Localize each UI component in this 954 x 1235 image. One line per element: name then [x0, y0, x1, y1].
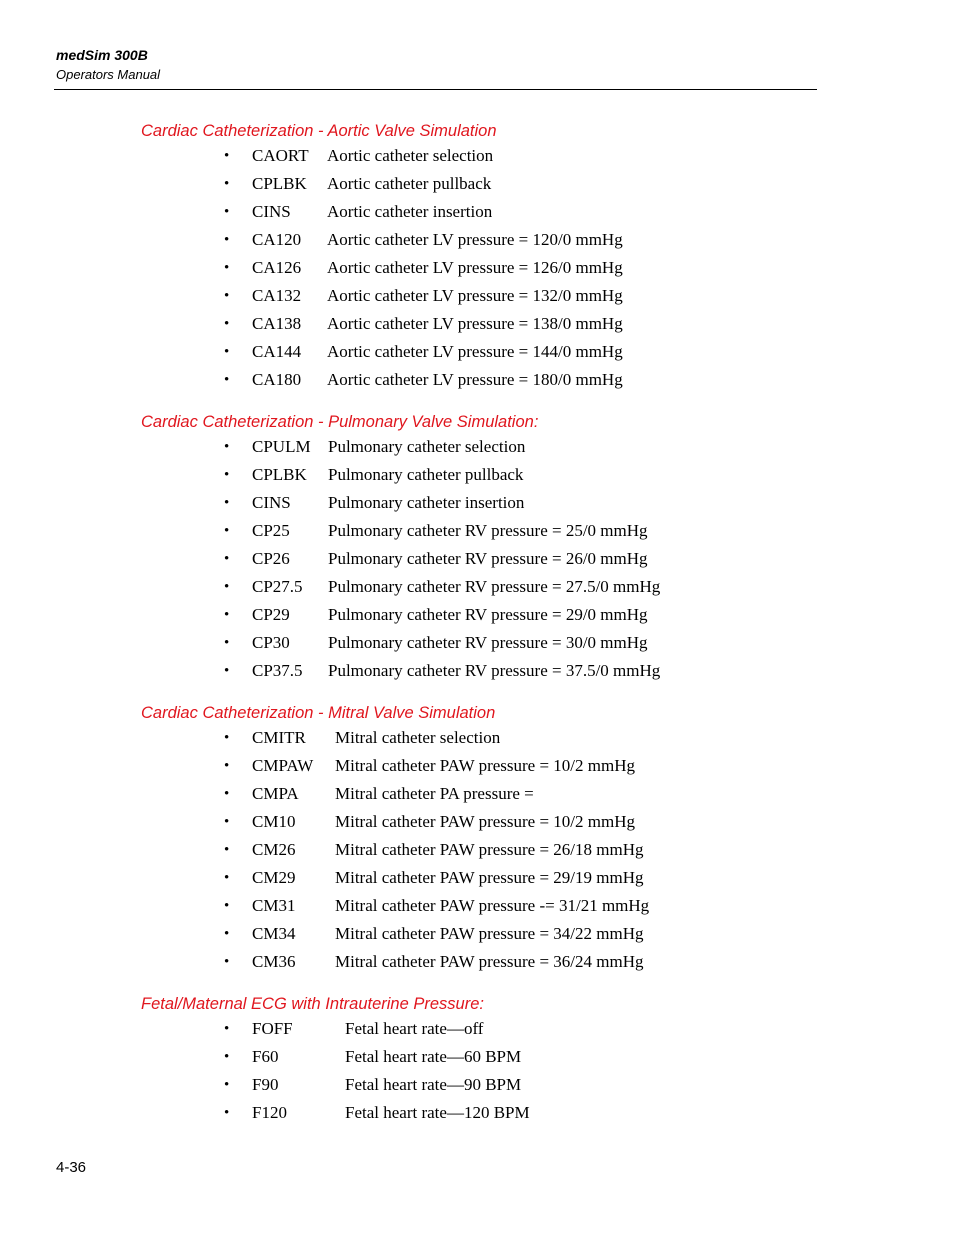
- bullet-icon: •: [224, 495, 230, 511]
- list-item: [0, 1046, 954, 1074]
- list-item: [0, 755, 954, 783]
- list-item: [0, 548, 954, 576]
- bullet-icon: •: [224, 926, 230, 942]
- command-code: CP30: [252, 633, 290, 652]
- command-code: CMPAW: [252, 756, 314, 775]
- command-code: CPLBK: [252, 174, 307, 193]
- command-code: CINS: [252, 493, 291, 512]
- command-description: Aortic catheter LV pressure = 132/0 mmHg: [327, 286, 623, 305]
- command-description: Aortic catheter insertion: [327, 202, 493, 221]
- list-item: [0, 895, 954, 923]
- command-code: CP26: [252, 549, 290, 568]
- list-item: [0, 341, 954, 369]
- list-item: [0, 520, 954, 548]
- section-heading: Cardiac Catheterization - Pulmonary Valve Simulation:: [141, 413, 539, 431]
- command-description: Mitral catheter PAW pressure = 10/2 mmHg: [335, 812, 636, 831]
- list-item: [0, 576, 954, 604]
- bullet-icon: •: [224, 1021, 230, 1037]
- command-code: F90: [252, 1075, 279, 1094]
- command-code: F60: [252, 1047, 279, 1066]
- command-code: CM29: [252, 868, 296, 887]
- bullet-icon: •: [224, 954, 230, 970]
- header-rule: [54, 89, 817, 90]
- command-description: Aortic catheter selection: [327, 146, 494, 165]
- list-item: [0, 867, 954, 895]
- command-description: Aortic catheter LV pressure = 126/0 mmHg: [327, 258, 623, 277]
- bullet-icon: •: [224, 842, 230, 858]
- bullet-icon: •: [224, 870, 230, 886]
- command-description: Mitral catheter PAW pressure = 10/2 mmHg: [335, 756, 636, 775]
- command-code: CM31: [252, 896, 296, 915]
- command-code: CM10: [252, 812, 296, 831]
- command-description: Pulmonary catheter RV pressure = 29/0 mmHg: [328, 605, 648, 624]
- command-description: Fetal heart rate—off: [345, 1019, 484, 1038]
- command-code: CP29: [252, 605, 290, 624]
- list-item: [0, 923, 954, 951]
- bullet-icon: •: [224, 523, 230, 539]
- command-description: Fetal heart rate—60 BPM: [345, 1047, 522, 1066]
- command-description: Fetal heart rate—120 BPM: [345, 1103, 530, 1122]
- command-code: CA180: [252, 370, 302, 389]
- bullet-icon: •: [224, 232, 230, 248]
- bullet-icon: •: [224, 344, 230, 360]
- bullet-icon: •: [224, 260, 230, 276]
- command-description: Pulmonary catheter pullback: [328, 465, 524, 484]
- list-item: [0, 285, 954, 313]
- command-description: Mitral catheter PAW pressure -= 31/21 mmHg: [335, 896, 650, 915]
- command-code: CP25: [252, 521, 290, 540]
- command-code: CA120: [252, 230, 302, 249]
- command-description: Pulmonary catheter RV pressure = 26/0 mmHg: [328, 549, 648, 568]
- bullet-icon: •: [224, 316, 230, 332]
- command-description: Pulmonary catheter RV pressure = 37.5/0 mmHg: [328, 661, 661, 680]
- list-item: [0, 436, 954, 464]
- command-code: CPULM: [252, 437, 311, 456]
- bullet-icon: •: [224, 607, 230, 623]
- list-item: [0, 1074, 954, 1102]
- section-heading: Cardiac Catheterization - Aortic Valve Simulation: [141, 122, 497, 140]
- list-item: [0, 464, 954, 492]
- list-item: [0, 1102, 954, 1130]
- list-item: [0, 313, 954, 341]
- list-item: [0, 811, 954, 839]
- command-code: CPLBK: [252, 465, 307, 484]
- command-description: Aortic catheter LV pressure = 138/0 mmHg: [327, 314, 623, 333]
- list-item: [0, 257, 954, 285]
- bullet-icon: •: [224, 730, 230, 746]
- list-item: [0, 951, 954, 979]
- header-subtitle: Operators Manual: [56, 67, 161, 82]
- command-code: CA138: [252, 314, 302, 333]
- bullet-icon: •: [224, 467, 230, 483]
- command-description: Mitral catheter PAW pressure = 26/18 mmHg: [335, 840, 644, 859]
- section-heading: Cardiac Catheterization - Mitral Valve Simulation: [141, 704, 496, 722]
- list-item: [0, 604, 954, 632]
- bullet-icon: •: [224, 1105, 230, 1121]
- bullet-icon: •: [224, 176, 230, 192]
- bullet-icon: •: [224, 786, 230, 802]
- command-code: CA144: [252, 342, 302, 361]
- bullet-icon: •: [224, 204, 230, 220]
- list-item: [0, 229, 954, 257]
- command-code: CA126: [252, 258, 302, 277]
- command-description: Aortic catheter LV pressure = 120/0 mmHg: [327, 230, 623, 249]
- list-item: [0, 492, 954, 520]
- bullet-icon: •: [224, 148, 230, 164]
- command-code: CAORT: [252, 146, 309, 165]
- bullet-icon: •: [224, 372, 230, 388]
- command-description: Pulmonary catheter selection: [328, 437, 526, 456]
- command-code: CMITR: [252, 728, 306, 747]
- list-item: [0, 369, 954, 397]
- bullet-icon: •: [224, 1049, 230, 1065]
- command-description: Aortic catheter LV pressure = 180/0 mmHg: [327, 370, 623, 389]
- bullet-icon: •: [224, 758, 230, 774]
- command-code: CP37.5: [252, 661, 303, 680]
- command-code: CM26: [252, 840, 296, 859]
- list-item: [0, 839, 954, 867]
- command-description: Mitral catheter PAW pressure = 34/22 mmHg: [335, 924, 644, 943]
- page-number: 4-36: [56, 1159, 87, 1176]
- bullet-icon: •: [224, 898, 230, 914]
- command-code: CP27.5: [252, 577, 303, 596]
- command-description: Pulmonary catheter insertion: [328, 493, 525, 512]
- command-description: Mitral catheter PA pressure =: [335, 784, 534, 803]
- command-description: Aortic catheter LV pressure = 144/0 mmHg: [327, 342, 623, 361]
- list-item: [0, 660, 954, 688]
- command-description: Mitral catheter selection: [335, 728, 501, 747]
- command-code: F120: [252, 1103, 287, 1122]
- section-heading: Fetal/Maternal ECG with Intrauterine Pressure:: [141, 995, 484, 1013]
- bullet-icon: •: [224, 551, 230, 567]
- command-code: CM34: [252, 924, 296, 943]
- command-description: Pulmonary catheter RV pressure = 25/0 mmHg: [328, 521, 648, 540]
- command-code: CM36: [252, 952, 296, 971]
- command-description: Pulmonary catheter RV pressure = 27.5/0 mmHg: [328, 577, 661, 596]
- header-title: medSim 300B: [56, 47, 148, 63]
- command-code: CA132: [252, 286, 302, 305]
- command-description: Aortic catheter pullback: [327, 174, 492, 193]
- list-item: [0, 201, 954, 229]
- list-item: [0, 727, 954, 755]
- list-item: [0, 1018, 954, 1046]
- bullet-icon: •: [224, 439, 230, 455]
- bullet-icon: •: [224, 1077, 230, 1093]
- bullet-icon: •: [224, 663, 230, 679]
- command-code: CINS: [252, 202, 291, 221]
- bullet-icon: •: [224, 814, 230, 830]
- list-item: [0, 783, 954, 811]
- command-description: Pulmonary catheter RV pressure = 30/0 mmHg: [328, 633, 648, 652]
- bullet-icon: •: [224, 288, 230, 304]
- list-item: [0, 145, 954, 173]
- command-description: Mitral catheter PAW pressure = 36/24 mmHg: [335, 952, 644, 971]
- bullet-icon: •: [224, 635, 230, 651]
- bullet-icon: •: [224, 579, 230, 595]
- command-code: FOFF: [252, 1019, 293, 1038]
- command-code: CMPA: [252, 784, 299, 803]
- list-item: [0, 173, 954, 201]
- command-description: Mitral catheter PAW pressure = 29/19 mmHg: [335, 868, 644, 887]
- list-item: [0, 632, 954, 660]
- command-description: Fetal heart rate—90 BPM: [345, 1075, 522, 1094]
